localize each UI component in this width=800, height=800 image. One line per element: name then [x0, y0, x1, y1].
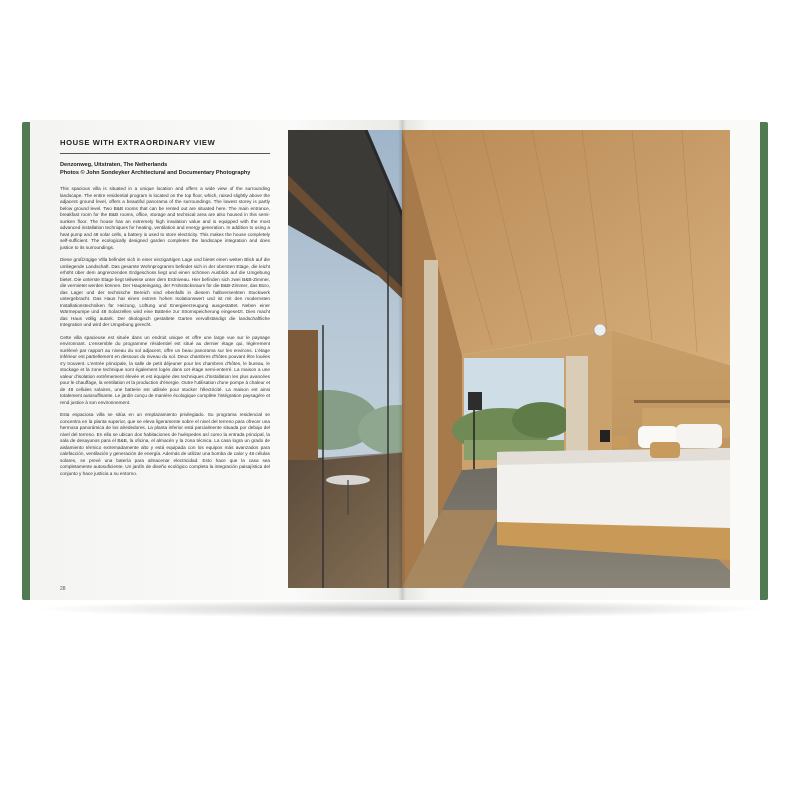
left-page: [30, 120, 402, 600]
photo-bedroom-interior: [402, 130, 730, 588]
right-page: [402, 120, 760, 600]
paragraph-spanish: Esta espaciosa villa se sitúa en un emplazamiento privilegiado. Su programa residencial se concentra en la planta superior, que se eleva ligeramente sobre el nivel del terreno para ofrecer una hermosa panorámica de los alrededores. La planta inferior está parcialmente situada por debajo del nivel del terreno. En ella se ubican dos habitaciones de huéspedes así como la entrada principal, la sala de desayunos para el B&B, la oficina, el almacén y la zona técnica. La casa logra un grado de aislamiento térmico extremadamente alto y está equipada con los equipos más avanzados para calefacción, ventilación y generación de energía. Además de utilizar una bomba de calor y 48 células solares, se prevé una batería para almacenar electricidad. Esto hace que la casa sea completamente autosuficiente. Un jardín de diseño ecológico completa la integración paisajística del conjunto y hace justicia a su entorno.: [60, 412, 270, 476]
book-shadow: [30, 600, 770, 618]
paragraph-english: This spacious villa is situated in a unique location and offers a wide view of the surrounding landscape. The entire residential program is located on the top floor, which, raised slightly above the adjacent ground level, offers a beautiful panorama of the surroundings. The lowest storey is partly below ground level. Two B&B rooms that can be rented out are situated here. The main entrance, breakfast room for the B&B rooms, office, storage and technical area are also housed in this semi-sunken floor. The house has an extremely high insulation value and is equipped with the most advanced installation techniques for heating, ventilation and energy generation. In addition to using a heat pump and 48 solar cells, a battery is used to store electricity. This makes the house completely self-sufficient. The ecologically designed garden completes the landscape integration and does justice to its surroundings.: [60, 186, 270, 250]
article-title: HOUSE WITH EXTRAORDINARY VIEW: [60, 138, 216, 147]
paragraph-french: Cette villa spacieuse est située dans un endroit unique et offre une large vue sur le paysage environnant. L'ensemble du programme résidentiel est situé au dernier étage qui, légèrement surélevé par rapport au niveau du sol adjacent, offre un beau panorama sur les environs. L'étage inférieur est partiellement en dessous du niveau du sol. Deux chambres d'hôtes pouvant être louées s'y trouvent. L'entrée principale, la salle de petit déjeuner pour les chambres d'hôtes, le bureau, le stockage et la zone technique sont également logés dans cet étage semi-enterré. La maison a une valeur d'isolation extrêmement élevée et est équipée des techniques d'installation les plus avancées pour le chauffage, la ventilation et la production d'énergie. Outre l'utilisation d'une pompe à chaleur et de 48 cellules solaires, une batterie est utilisée pour stocker l'électricité. La maison est ainsi totalement autosuffisante. Le jardin conçu de manière écologique complète l'intégration paysagère et rend justice à son environnement.: [60, 334, 270, 405]
article-location: Denzonweg, Uitstraten, The Netherlands: [60, 162, 168, 168]
photo-credit: Photos © John Sondeyker Architectural and Documentary Photography: [60, 170, 251, 176]
paragraph-german: Diese großzügige Villa befindet sich in einer einzigartigen Lage und bietet einen weiten Blick auf die umliegende Landschaft. Das gesamte Wohnprogramm befindet sich in der obersten Etage, die leicht erhöht über dem angrenzenden Erdgeschoss liegt und einen schönen Ausblick auf die Umgebung bietet. Die unterste Etage liegt teilweise unter dem Erdniveau. Hier befinden sich zwei B&B-Zimmer, die vermietet werden können. Der Haupteingang, der Frühstücksraum für die B&B-Zimmer, das Büro, das Lager und der technische Bereich sind ebenfalls in diesem halbversenkten Stockwerk untergebracht. Das Haus hat einen extrem hohen Isolationswert und ist mit den modernsten Installationstechniken für Heizung, Lüftung und Energieerzeugung ausgestattet. Neben einer Wärmepumpe und 48 Solarzellen wird eine Batterie zur Stromspeicherung eingesetzt. Dies macht das Haus völlig autark. Der ökologisch gestaltete Garten vervollständigt die landschaftliche Integration und wird der Umgebung gerecht.: [60, 257, 270, 327]
article-text-column: [60, 138, 270, 483]
photo-exterior-facade: [288, 130, 402, 588]
title-rule: [60, 153, 270, 154]
page-number: 28: [60, 586, 66, 592]
book-gutter: [398, 120, 406, 600]
